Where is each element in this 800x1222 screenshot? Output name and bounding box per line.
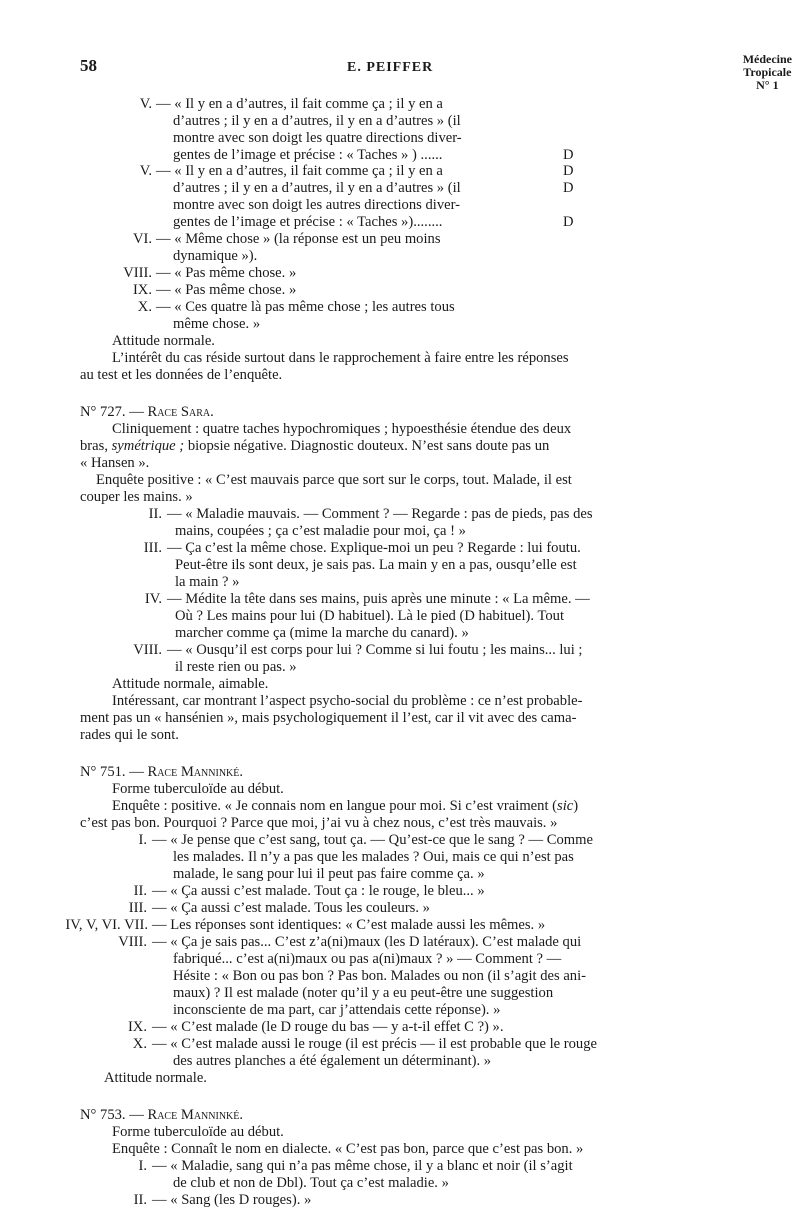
plate-label: II. [148,506,162,522]
response-line: — « Je pense que c’est sang, tout ça. — Qu’est-ce que le sang ? — Comme [152,832,593,848]
paragraph-line: L’intérêt du cas réside surtout dans le rapprochement à faire entre les réponses [112,350,569,366]
journal-line: Médecine [742,52,792,66]
italic-span: symétrique ; [111,438,185,454]
determinant-mark: D [563,180,574,196]
text-span: Enquête : positive. « Je connais nom en langue pour moi. Si c’est vraiment ( [112,798,558,814]
plate-label: IV, V, VI. VII. [65,917,148,933]
response-line: — « Sang (les D rouges). » [152,1192,312,1208]
italic-span: sic [557,798,574,814]
paragraph-line: couper les mains. » [80,489,193,505]
response-line: montre avec son doigt les quatre directions diver- [173,130,462,146]
case-number: N° 751. — [80,764,144,780]
response-line: — Ça c’est la même chose. Explique-moi un peu ? Regarde : lui foutu. [167,540,581,556]
running-head-author: E. PEIFFER [347,60,434,75]
response-line: montre avec son doigt les autres directions diver- [173,197,461,213]
paragraph-line: rades qui le sont. [80,727,179,743]
plate-label: IX. [127,1019,147,1035]
response-line: — « Il y en a d’autres, il fait comme ça ; il y en a [156,163,443,179]
response-line: maux) ? Il est malade (noter qu’il y a eu peut-être une suggestion [173,985,554,1001]
plate-label: VIII. [133,642,162,658]
text-span: biopsie négative. Diagnostic douteux. N’est sans doute pas un [187,438,550,454]
plate-label: VI. [132,231,152,247]
response-line: — « Ça aussi c’est malade. Tout ça : le rouge, le bleu... » [152,883,485,899]
plate-label: II. [133,883,147,899]
case-number: N° 727. — [80,404,144,420]
response-line: — « Ça je sais pas... C’est z’a(ni)maux (les D latéraux). C’est malade qui [152,934,582,950]
plate-label: V. [139,96,152,112]
response-line: — Les réponses sont identiques: « C’est malade aussi les mêmes. » [152,917,546,933]
plate-label: I. [138,832,147,848]
paragraph-line: Forme tuberculoïde au début. [112,781,284,797]
response-line: de club et non de Dbl). Tout ça c’est maladie. » [173,1175,449,1191]
text-span: ) [573,798,579,814]
determinant-mark: D [563,147,574,163]
determinant-mark: D [563,214,574,230]
response-line: il reste rien ou pas. » [175,659,297,675]
plate-label: VIII. [123,265,152,281]
attitude-line: Attitude normale. [104,1070,207,1086]
response-line: — « C’est malade aussi le rouge (il est précis — il est probable que le rouge [152,1036,597,1052]
response-line: Où ? Les mains pour lui (D habituel). Là le pied (D habituel). Tout [175,608,564,624]
plate-label: X. [132,1036,147,1052]
text-span: bras, [80,438,108,454]
plate-label: X. [137,299,152,315]
response-line: — « Il y en a d’autres, il fait comme ça ; il y en a [156,96,443,112]
response-line: malade, le sang pour lui il peut pas faire comme ça. » [173,866,485,882]
journal-label [743,53,792,92]
plate-label: III. [128,900,147,916]
journal-line: Tropicale [743,65,792,79]
case-heading [80,404,214,421]
paragraph-line: « Hansen ». [80,455,150,471]
determinant-mark: D [563,163,574,179]
paragraph-line: ment pas un « hansénien », mais psychologiquement il l’est, car il vit avec des cama- [80,710,577,726]
paragraph-line: c’est pas bon. Pourquoi ? Parce que moi, j’ai vu à chez nous, c’est très mauvais. » [80,815,558,831]
response-line: inconsciente de ma part, car j’attendais cette réponse). » [173,1002,501,1018]
response-line: — « Ça aussi c’est malade. Tous les couleurs. » [152,900,430,916]
journal-line: N° 1 [756,78,779,92]
response-line: d’autres ; il y en a d’autres, il y en a d’autres » (il [173,113,461,129]
response-line: gentes de l’image et précise : « Taches »)........ [173,214,443,230]
response-line: la main ? » [175,574,240,590]
response-line: marcher comme ça (mime la marche du canard). » [175,625,469,641]
response-line: fabriqué... c’est a(ni)maux ou pas a(ni)maux ? » — Comment ? — [173,951,562,967]
page-number: 58 [80,56,97,75]
response-line: — « C’est malade (le D rouge du bas — y a-t-il effet C ?) ». [152,1019,504,1035]
response-line: même chose. » [173,316,261,332]
response-line: — « Ces quatre là pas même chose ; les autres tous [156,299,455,315]
paragraph-line: au test et les données de l’enquête. [80,367,283,383]
plate-label: I. [138,1158,147,1174]
response-line: — Médite la tête dans ses mains, puis après une minute : « La même. — [167,591,590,607]
case-number: N° 753. — [80,1107,144,1123]
attitude-line: Attitude normale. [112,333,215,349]
response-line: mains, coupées ; ça c’est maladie pour moi, ça ! » [175,523,466,539]
case-heading [80,764,243,781]
plate-label: V. [139,163,152,179]
paragraph-line: Cliniquement : quatre taches hypochromiques ; hypoesthésie étendue des deux [112,421,572,437]
case-heading [80,1107,243,1124]
response-line: dynamique »). [173,248,258,264]
response-line: Hésite : « Bon ou pas bon ? Pas bon. Malades ou non (il s’agit des ani- [173,968,587,984]
paragraph-line: Enquête : Connaît le nom en dialecte. « C’est pas bon, parce que c’est pas bon. » [112,1141,584,1157]
paragraph-line: Enquête positive : « C’est mauvais parce que sort sur le corps, tout. Malade, il est [96,472,572,488]
response-line: d’autres ; il y en a d’autres, il y en a d’autres » (il [173,180,461,196]
plate-label: III. [143,540,162,556]
case-race: Race Manninké. [147,764,244,780]
response-line: — « Pas même chose. » [156,265,297,281]
plate-label: II. [133,1192,147,1208]
response-line: — « Même chose » (la réponse est un peu moins [156,231,441,247]
paragraph-line [80,438,549,455]
plate-label: IV. [144,591,162,607]
response-line: Peut-être ils sont deux, je sais pas. La main y en a pas, ousqu’elle est [175,557,577,573]
paragraph-line [112,798,578,815]
response-line: — « Ousqu’il est corps pour lui ? Comme si lui foutu ; les mains... lui ; [167,642,583,658]
response-line: les malades. Il n’y a pas que les malades ? Oui, mais ce qui n’est pas [173,849,574,865]
case-race: Race Sara. [147,404,214,420]
attitude-line: Attitude normale, aimable. [112,676,269,692]
response-line: — « Maladie, sang qui n’a pas même chose, il y a blanc et noir (il s’agit [152,1158,573,1174]
response-line: gentes de l’image et précise : « Taches » ) ...... [173,147,443,163]
response-line: — « Maladie mauvais. — Comment ? — Regarde : pas de pieds, pas des [167,506,593,522]
paragraph-line: Forme tuberculoïde au début. [112,1124,284,1140]
response-line: — « Pas même chose. » [156,282,297,298]
response-line: des autres planches a été également un déterminant). » [173,1053,492,1069]
case-race: Race Manninké. [147,1107,244,1123]
plate-label: IX. [132,282,152,298]
plate-label: VIII. [118,934,147,950]
paragraph-line: Intéressant, car montrant l’aspect psycho-social du problème : ce n’est probable- [112,693,583,709]
